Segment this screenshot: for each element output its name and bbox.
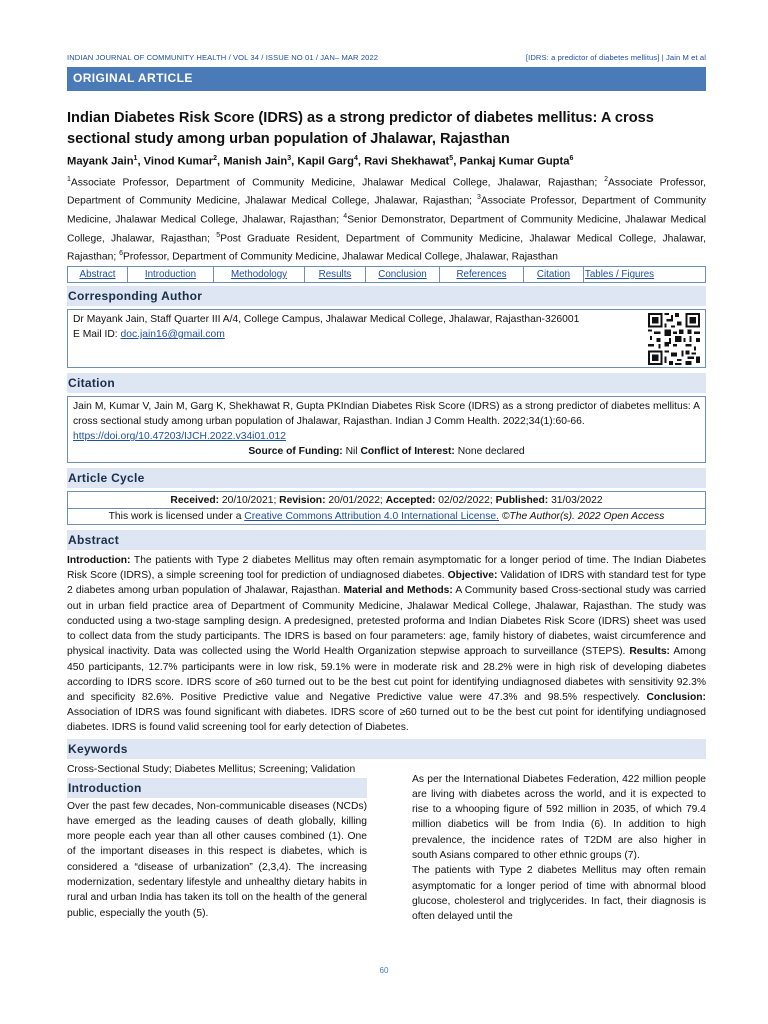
author-superscript: 4 [353, 155, 358, 162]
nav-results[interactable]: Results [305, 267, 366, 282]
citation-heading: Citation [67, 373, 706, 393]
copyright-notice: ©The Author(s). 2022 Open Access [498, 510, 665, 522]
nav-tables-figures[interactable]: Tables / Figures [584, 268, 655, 280]
affiliation-superscript: 2 [604, 175, 609, 183]
affiliation-text: Associate Professor, Department of Community Medicine, Jhalawar Medical College, Jhalawar, Rajasthan; [70, 177, 605, 189]
doi-link[interactable]: https://doi.org/10.47203/IJCH.2022.v34i01.012 [73, 431, 286, 443]
email-link[interactable]: doc.jain16@gmail.com [120, 329, 225, 341]
qr-code-icon[interactable] [648, 313, 700, 365]
abstract-results-label: Results: [629, 646, 670, 658]
section-nav [67, 266, 706, 283]
running-title: [IDRS: a predictor of diabetes mellitus] | Jain M et al [525, 52, 706, 62]
introduction-heading: Introduction [67, 778, 367, 798]
journal-info: INDIAN JOURNAL OF COMMUNITY HEALTH / VOL 34 / ISSUE NO 01 / JAN– MAR 2022 [67, 52, 379, 62]
affiliation-text: Associate Professor, Department of Community Medicine, Jhalawar Medical College, Jhalawar, Rajasthan; [67, 195, 706, 226]
email-line [73, 327, 628, 342]
corresponding-author-box [67, 309, 706, 368]
introduction-paragraph-3: The patients with Type 2 diabetes Mellitus may often remain asymptomatic for a longer period of time with abnormal blood glucose, cholesterol and triglycerides. In fact, their diagnosis is often delayed until the [412, 865, 706, 923]
nav-citation[interactable]: Citation [524, 267, 584, 282]
article-title: Indian Diabetes Risk Score (IDRS) as a strong predictor of diabetes mellitus: A cross sectional study among urban population of Jhalawar, Rajasthan [67, 110, 654, 147]
nav-abstract[interactable]: Abstract [68, 267, 128, 282]
affiliation-superscript: 4 [343, 212, 348, 220]
citation-text: Jain M, Kumar V, Jain M, Garg K, Shekhawat R, Gupta PKIndian Diabetes Risk Score (IDRS) as a strong predictor of diabetes mellitus: A cross sectional study among urban population of Jhalawar, Rajasthan. Indian J Comm Health. 2022;34(1):60-66. [73, 400, 700, 428]
author-name: Pankaj Kumar Gupta [459, 155, 570, 168]
coi-label: Conflict of Interest: [360, 446, 455, 458]
license-prefix: This work is licensed under a [108, 510, 245, 522]
author-superscript: 2 [213, 155, 217, 162]
abstract-objective-text: Validation of IDRS with standard test for type 2 diabetes among urban population of Jhalawar, Rajasthan. [67, 570, 706, 597]
author-name: Manish Jain [223, 155, 288, 168]
keywords-heading: Keywords [67, 739, 706, 759]
accepted-date: 02/02/2022; [435, 494, 496, 506]
coi-value: None declared [454, 446, 525, 458]
abstract-body [67, 553, 706, 735]
author-superscript: 1 [133, 155, 138, 162]
introduction-paragraph-2: As per the International Diabetes Federation, 422 million people are living with diabetes across the world, and it is expected to rise to a whooping figure of 592 million in 2035, of which 79.4 million diabetics will be from India (6). In addition to high prevalence, the incidence rates of T2DM are also higher in south Asians compared to other ethnic groups (7). [412, 773, 706, 861]
citation-box [67, 396, 706, 463]
nav-conclusion[interactable]: Conclusion [366, 267, 440, 282]
abstract-results-text: Among 450 participants, 12.7% participants were in low risk, 59.1% were in moderate risk and 28.2% were in high risk of developing diabetes according to IDRS score. IDRS score of ≥60 turned out to be the best cut point for identifying undiagnosed diabetes with sensitivity 92.3% and specificity 82.6%. Positive Predictive value and Negative Predictive value were 47.3% and 98.5% respectively. [67, 646, 707, 703]
published-label: Published: [495, 494, 549, 506]
page-number: 60 [379, 966, 389, 975]
corresponding-author-details [73, 312, 628, 365]
funding-line [73, 444, 700, 459]
nav-references[interactable]: References [440, 267, 524, 282]
nav-methodology[interactable]: Methodology [214, 267, 305, 282]
article-cycle-heading: Article Cycle [67, 468, 706, 488]
body-columns [67, 773, 706, 925]
funding-label: Source of Funding: [248, 446, 343, 458]
license-line [67, 509, 706, 525]
introduction-paragraph-1: Over the past few decades, Non-communicable diseases (NCDs) have emerged as the leading causes of death globally, killing more people each year than all other causes combined (1). One of the important diseases in this respect is diabetes, which is considered a “disease of urbanization” (2,3,4). The increasing modernization, sedentary lifestyle and unhealthy dietary habits in rural and urban India has taken its toll on the health of the general public, especially the youth (5). [67, 800, 367, 919]
accepted-label: Accepted: [385, 494, 436, 506]
affiliation-superscript: 5 [216, 231, 221, 239]
author-name: Kapil Garg [297, 155, 354, 168]
license-link[interactable]: Creative Commons Attribution 4.0 International License. [244, 510, 499, 522]
nav-introduction[interactable]: Introduction [128, 267, 214, 282]
right-column [412, 772, 706, 925]
author-superscript: 6 [569, 155, 574, 162]
left-column [67, 778, 367, 925]
affiliation-text: Post Graduate Resident, Department of Community Medicine, Jhalawar Medical College, Jhalawar, Rajasthan; [67, 233, 706, 263]
affiliation-text: Associate Professor, Department of Community Medicine, Jhalawar Medical College, Jhalawar, Rajasthan; [67, 177, 707, 207]
author-list: Mayank Jain$^1$, Vinod Kumar$^2$, Manish Jain$^3$, Kapil Garg$^4$, Ravi Shekhawat$^5$, Pankaj Kumar Gupta$^6$ [67, 155, 574, 168]
funding-value: Nil [342, 446, 361, 458]
abstract-objective-label: Objective: [447, 570, 498, 582]
corresponding-address: Dr Mayank Jain, Staff Quarter III A/4, College Campus, Jhalawar Medical College, Jhalawar, Rajasthan-326001 [73, 313, 580, 325]
abstract-heading: Abstract [67, 530, 706, 550]
revision-date: 20/01/2022; [325, 494, 386, 506]
article-dates [67, 491, 706, 509]
affiliation-superscript: 6 [119, 250, 123, 258]
abstract-methods-text: A Community based Cross-sectional study was carried out in urban field practice area of Department of Community Medicine, Jhalawar Medical College, Jhalawar, Rajasthan. The study was conducted using a two-stage sampling design. A predesigned, pretested proforma and Indian Diabetes Risk Score (IDRS) sheet was used to collect data from the study participants. The IDRS is based on four parameters: age, family history of diabetes, waist circumference and physical inactivity. Data was collected using the World Health Organization stepwise approach to surveillance (STEPS). [67, 585, 707, 658]
corresponding-author-heading: Corresponding Author [67, 286, 706, 306]
keywords-text: Cross-Sectional Study; Diabetes Mellitus; Screening; Validation [67, 763, 356, 775]
revision-label: Revision: [279, 494, 326, 506]
affiliation-text: Senior Demonstrator, Department of Community Medicine, Jhalawar Medical College, Jhalawar, Rajasthan; [67, 214, 706, 245]
abstract-conclusion-label: Conclusion: [646, 691, 706, 703]
abstract-intro-text: The patients with Type 2 diabetes Mellitus may often remain asymptomatic for a longer period of time. The Indian Diabetes Risk Score (IDRS), a simple screening tool for prediction of undiagnosed diabetes. [67, 555, 706, 582]
abstract-methods-label: Material and Methods: [343, 585, 453, 597]
email-label: E Mail ID: [73, 329, 121, 341]
received-date: 20/10/2021; [219, 494, 280, 506]
running-header [67, 50, 706, 64]
author-name: Mayank Jain [67, 155, 134, 168]
published-date: 31/03/2022 [548, 494, 603, 506]
affiliations [67, 172, 706, 265]
article-type-banner: ORIGINAL ARTICLE [67, 67, 706, 91]
author-name: Vinod Kumar [143, 155, 214, 168]
article-page [67, 50, 706, 924]
received-label: Received: [170, 494, 220, 506]
affiliation-superscript: 1 [67, 175, 71, 183]
author-superscript: 5 [449, 155, 454, 162]
author-name: Ravi Shekhawat [364, 155, 450, 168]
affiliation-superscript: 3 [476, 194, 481, 202]
affiliation-text: Professor, Department of Community Medicine, Jhalawar Medical College, Jhalawar, Rajasthan [123, 251, 558, 263]
author-superscript: 3 [287, 155, 292, 162]
abstract-conclusion-text: Association of IDRS was found significant with diabetes. IDRS score of ≥60 turned out to be the best cut point for identifying undiagnosed diabetes. IDRS is found valid screening tool for early detection of Diabetes. [67, 707, 706, 734]
abstract-intro-label: Introduction: [67, 555, 131, 567]
